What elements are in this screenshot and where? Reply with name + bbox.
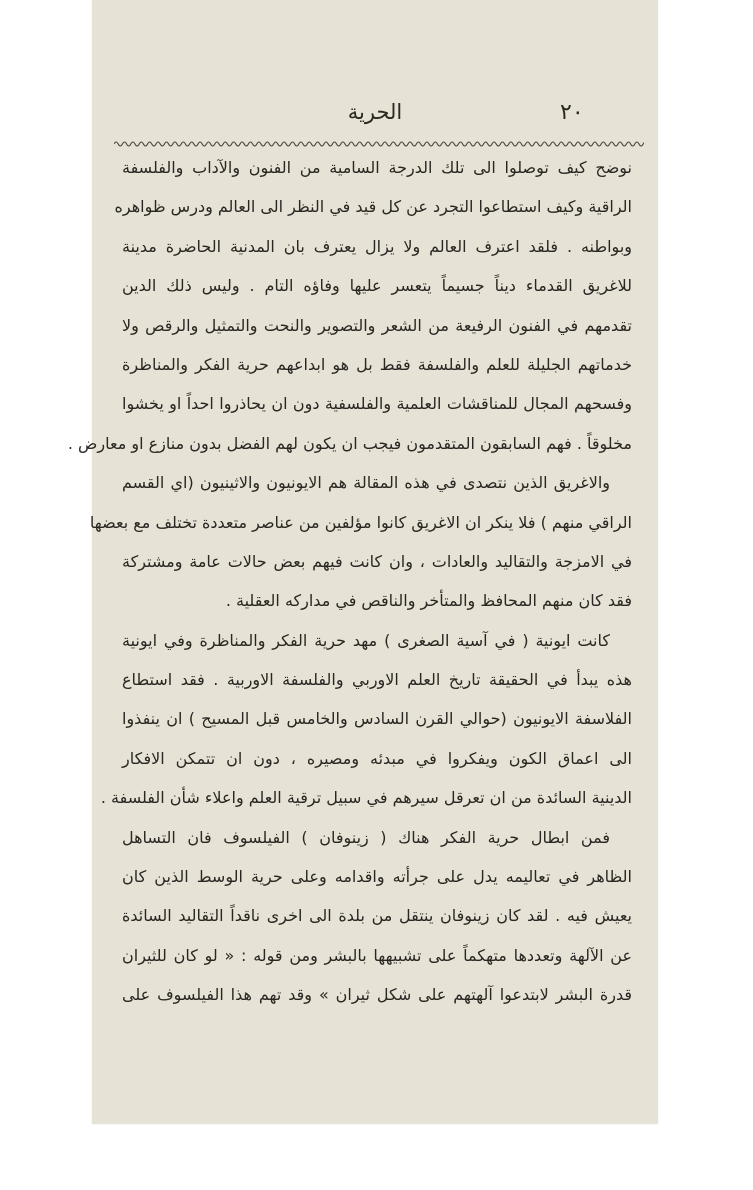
page-number: ٢٠ [560,100,584,125]
text-line: يعيش فيه . لقد كان زينوفان ينتقل من بلدة الى اخرى ناقداً التقاليد السائدة [122,906,632,926]
text-line: وفسحهم المجال للمناقشات العلمية والفلسفية دون ان يحاذروا احداً او يخشوا [122,394,632,414]
text-line: تقدمهم في الفنون الرفيعة من الشعر والتصوير والنحت والتمثيل والرقص ولا [122,315,632,335]
text-line: الدينية السائدة من ان تعرقل سيرهم في سبيل ترقية العلم واعلاء شأن الفلسفة . [100,788,632,808]
text-line: الراقي منهم ) فلا ينكر ان الاغريق كانوا مؤلفين من عناصر متعددة تختلف مع بعضها [89,512,632,532]
running-head: الحرية [347,100,403,124]
text-line: كانت ايونية ( في آسية الصغرى ) مهد حرية الفكر والمناظرة وفي ايونية [122,630,610,650]
text-line: الفلاسفة الايونيون (حوالي القرن السادس والخامس قبل المسيح ) ان ينفذوا [122,709,632,729]
text-line: فمن ابطال حرية الفكر هناك ( زينوفان ) الفيلسوف فان التساهل [122,827,610,847]
text-line: والاغريق الذين نتصدى في هذه المقالة هم الايونيون والاثينيون (اي القسم [122,473,610,493]
body-text [67,148,632,1015]
text-line: قدرة البشر لابتدعوا آلهتهم على شكل ثيران » وقد تهم هذا الفيلسوف على [122,985,632,1005]
text-line: الراقية وكيف استطاعوا التجرد عن كل قيد في النظر الى العالم ودرس ظواهره [114,197,632,217]
text-line: نوضح كيف توصلوا الى تلك الدرجة السامية من الفنون والآداب والفلسفة [122,158,632,177]
text-line: الظاهر في تعاليمه يدل على جرأته واقدامه وعلى حرية الوسط الذين كان [122,867,632,887]
text-line: مخلوقاً . فهم السابقون المتقدمون فيجب ان يكون لهم الفضل بدون منازع او معارض . [67,433,632,453]
text-line: الى اعماق الكون ويفكروا في مبدئه ومصيره ، دون ان تتمكن الافكار [122,748,632,768]
text-line: خدماتهم الجليلة للعلم والفلسفة فقط بل هو ابداعهم حرية الفكر والمناظرة [122,354,632,374]
page-header [92,96,658,136]
book-page [67,0,658,1124]
text-line: وبواطنه . فلقد اعترف العالم ولا يزال يعترف بان المدنية الحاضرة مدينة [122,236,632,256]
text-line: في الامزجة والتقاليد والعادات ، وان كانت فيهم بعض حالات عامة ومشتركة [122,551,632,571]
text-line: للاغريق القدماء ديناً جسيماً يتعسر عليها وفاؤه التام . وليس ذلك الدين [122,276,632,296]
text-line: هذه يبدأ في الحقيقة تاريخ العلم الاوربي والفلسفة الاوربية . فقد استطاع [122,670,632,690]
text-line: فقد كان منهم المحافظ والمتأخر والناقص في مداركه العقلية . [225,591,632,611]
text-line: عن الآلهة وتعددها متهكماً على تشبيهها بالبشر ومن قوله : « لو كان للثيران [122,945,632,965]
